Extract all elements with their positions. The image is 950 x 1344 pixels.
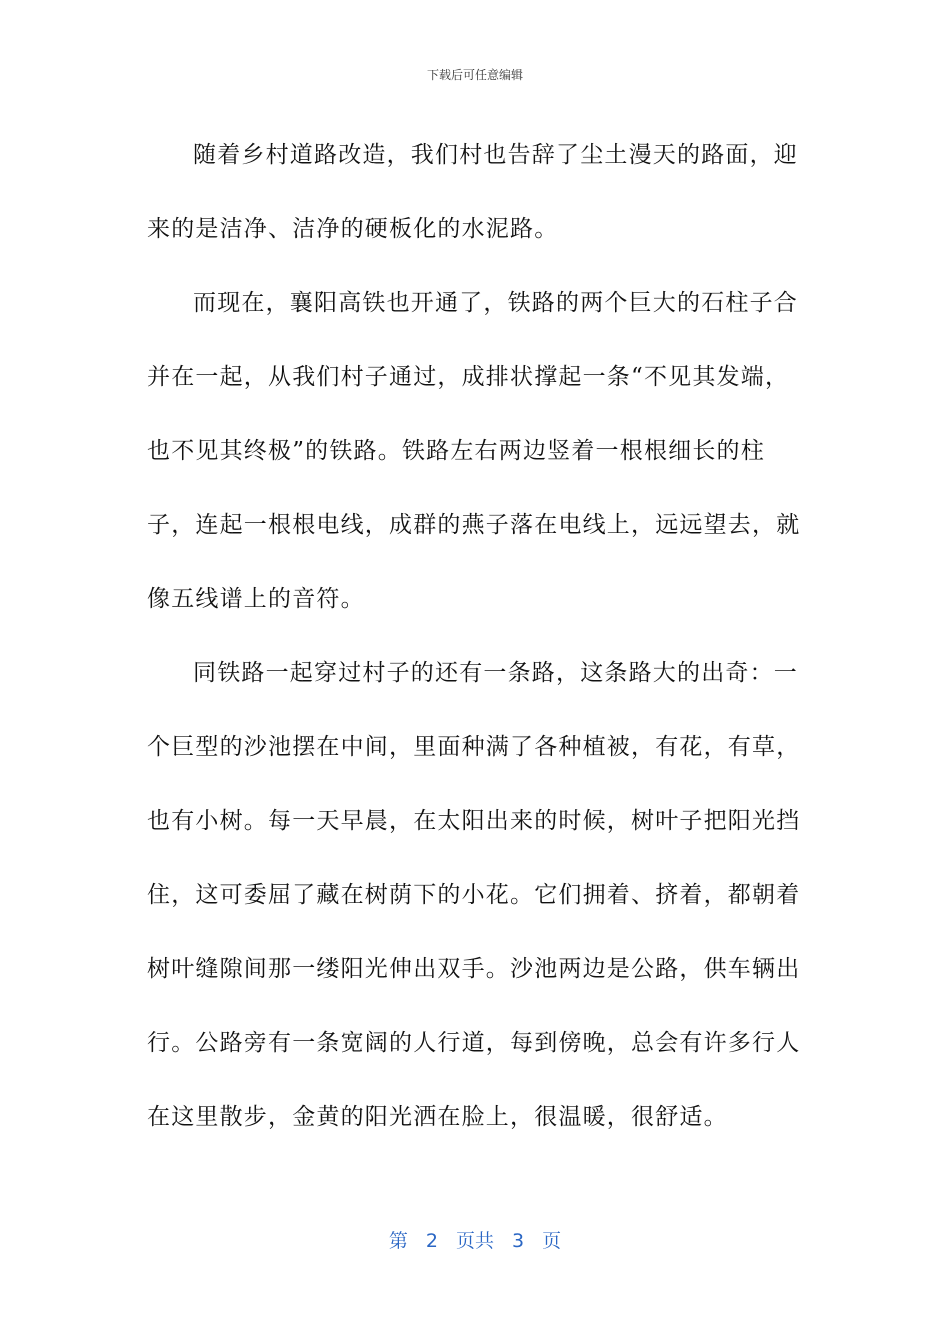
footer-prefix: 第 [388,1230,408,1252]
paragraph-2: 而现在，襄阳高铁也开通了，铁路的两个巨大的石柱子合并在一起，从我们村子通过，成排状撑起一条“不见其发端，也不见其终极”的铁路。铁路左右两边竖着一根根细长的柱子，连起一根根电线，成群的燕子落在电线上，远远望去，就像五线谱上的音符。 [147,290,801,612]
paragraph-1: 随着乡村道路改造，我们村也告辞了尘土漫天的路面，迎来的是洁净、洁净的硬板化的水泥路。 [147,142,798,242]
total-page-number: 3 [512,1230,525,1252]
footer-suffix: 页 [542,1230,562,1252]
footer-middle: 页共 [455,1230,494,1252]
page-header: 下载后可任意编辑 [426,68,523,82]
document-body [147,118,807,1154]
paragraph-3: 同铁路一起穿过村子的还有一条路，这条路大的出奇：一个巨型的沙池摆在中间，里面种满了各种植被，有花，有草，也有小树。每一天早晨，在太阳出来的时候，树叶子把阳光挡住，这可委屈了藏在树荫下的小花。它们拥着、挤着，都朝着树叶缝隙间那一缕阳光伸出双手。沙池两边是公路，供车辆出行。公路旁有一条宽阔的人行道，每到傍晚，总会有许多行人在这里散步，金黄的阳光洒在脸上，很温暖，很舒适。 [147,660,801,1130]
current-page-number: 2 [425,1230,438,1252]
page-footer [0,1226,950,1253]
